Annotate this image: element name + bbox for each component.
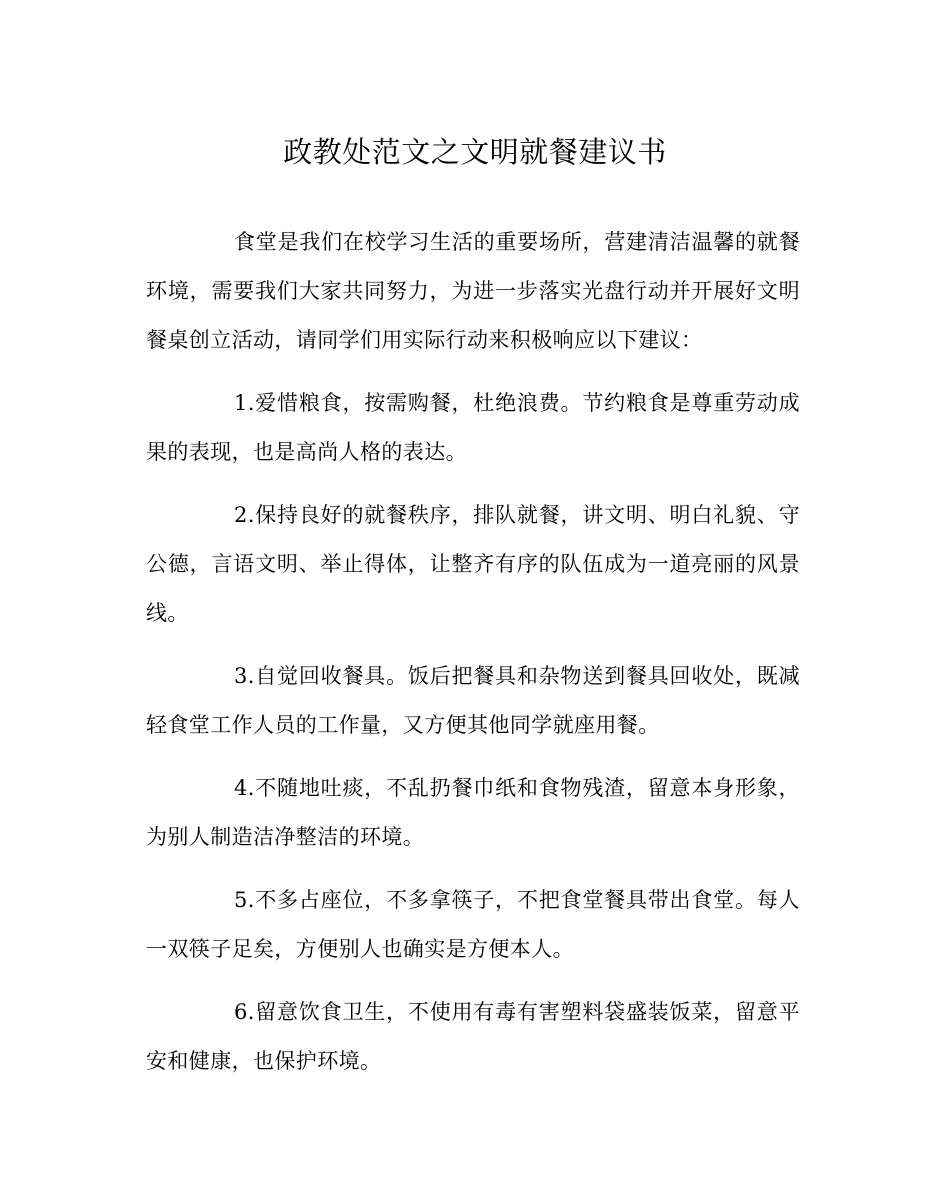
document-title: 政教处范文之文明就餐建议书 — [283, 135, 667, 169]
suggestion-1-paragraph: 1.爱惜粮食，按需购餐，杜绝浪费。节约粮食是尊重劳动成果的表现，也是高尚人格的表达。 — [146, 391, 800, 464]
document-body — [146, 218, 800, 1100]
suggestion-3-paragraph: 3.自觉回收餐具。饭后把餐具和杂物送到餐具回收处，既减轻食堂工作人员的工作量，又方便其他同学就座用餐。 — [146, 664, 800, 737]
suggestion-5-paragraph: 5.不多占座位，不多拿筷子，不把食堂餐具带出食堂。每人一双筷子足矣，方便别人也确实是方便本人。 — [146, 888, 800, 961]
suggestion-2-paragraph: 2.保持良好的就餐秩序，排队就餐，讲文明、明白礼貌、守公德，言语文明、举止得体，让整齐有序的队伍成为一道亮丽的风景线。 — [146, 503, 800, 625]
intro-paragraph: 食堂是我们在校学习生活的重要场所，营建清洁温馨的就餐环境，需要我们大家共同努力，为进一步落实光盘行动并开展好文明餐桌创立活动，请同学们用实际行动来积极响应以下建议： — [146, 230, 800, 352]
suggestion-6-paragraph: 6.留意饮食卫生，不使用有毒有害塑料袋盛装饭菜，留意平安和健康，也保护环境。 — [146, 1000, 800, 1073]
suggestion-4-paragraph: 4.不随地吐痰，不乱扔餐巾纸和食物残渣，留意本身形象，为别人制造洁净整洁的环境。 — [146, 776, 800, 849]
